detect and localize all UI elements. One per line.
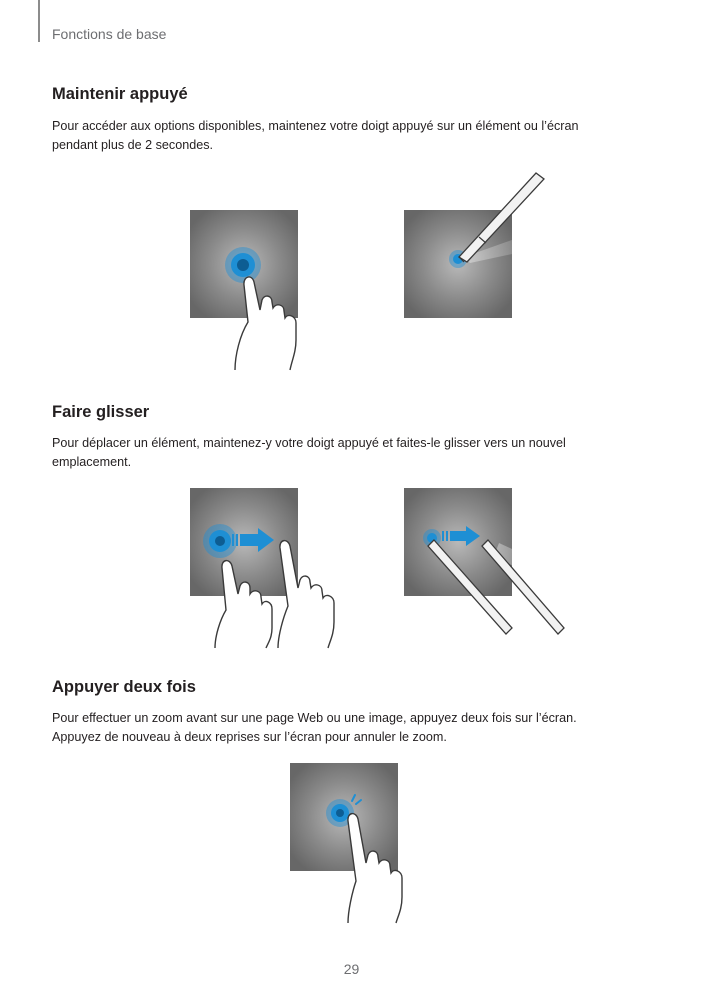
text-line: Pour accéder aux options disponibles, maintenez votre doigt appuyé sur un élément ou l’écran [52, 119, 579, 133]
double-tap-illustration [290, 763, 420, 923]
touch-point [215, 536, 225, 546]
text-line: Appuyez de nouveau à deux reprises sur l’écran pour annuler le zoom. [52, 730, 447, 744]
long-press-finger-illustration [190, 210, 310, 370]
section-text-drag [52, 434, 652, 472]
header-rule [38, 0, 40, 42]
long-press-pen-illustration [404, 165, 564, 325]
section-title-double-tap: Appuyer deux fois [52, 678, 196, 696]
touch-point [237, 259, 249, 271]
section-title-long-press: Maintenir appuyé [52, 85, 188, 103]
text-line: pendant plus de 2 secondes. [52, 138, 214, 152]
text-line: emplacement. [52, 455, 132, 469]
drag-pen-illustration [404, 488, 574, 648]
section-text-double-tap [52, 709, 652, 747]
text-line: Pour effectuer un zoom avant sur une page Web ou une image, appuyez deux fois sur l’écran. [52, 711, 577, 725]
section-title-drag: Faire glisser [52, 403, 150, 421]
hand-moved-icon [278, 541, 334, 648]
touch-point [336, 809, 344, 817]
page-number: 29 [343, 961, 360, 977]
section-text-long-press [52, 117, 652, 155]
drag-finger-illustration [190, 488, 350, 648]
header-title: Fonctions de base [52, 26, 167, 42]
text-line: Pour déplacer un élément, maintenez-y votre doigt appuyé et faites-le glisser vers un nouvel [52, 436, 566, 450]
